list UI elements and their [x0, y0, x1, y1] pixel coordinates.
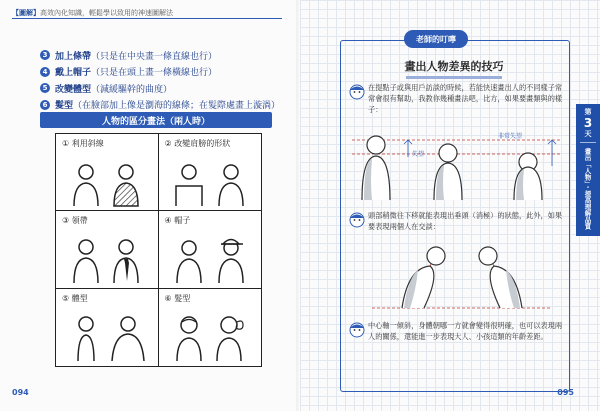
method-number-badge: 4 — [40, 67, 50, 77]
conversation-illustration — [372, 238, 552, 310]
cell-caption: ⑥ 髮型 — [164, 293, 191, 303]
figure-grid — [55, 133, 262, 367]
shoulders-figure-illustration — [159, 134, 261, 211]
chapter-day-suffix: 天 — [584, 130, 592, 138]
figure-cell-body-shape — [56, 289, 159, 366]
chapter-side-tab — [576, 104, 600, 236]
chapter-day-number: 3 — [583, 116, 593, 130]
body-shape-figure-illustration — [56, 289, 158, 366]
page-number-left: 094 — [12, 388, 29, 397]
header-rule — [12, 18, 282, 19]
chapter-title-vertical: 畫出「人物」・提高理解品質 — [583, 148, 592, 230]
method-desc: （只是在頭上畫一條橫線也行） — [91, 68, 218, 78]
method-item-4 — [40, 65, 280, 79]
teacher-note-badge: 老師的叮嚀 — [404, 30, 468, 48]
cell-caption: ① 利用斜線 — [62, 139, 104, 148]
figure-cell-shoulders — [159, 134, 262, 211]
tip-paragraph-1: 在提點子或與用戶訪談的時候，若能快速畫出人的不同樣子常常會很有幫助，我教你幾種畫法吧，比方，如果要畫類與的樣子： — [368, 83, 563, 114]
fig1-label-right: 非常失望 — [498, 133, 523, 140]
side-tab-divider — [580, 142, 596, 143]
method-number-badge: 5 — [40, 83, 50, 93]
method-label: 戴上帽子 — [55, 68, 92, 78]
running-header — [12, 8, 173, 18]
tips-title-text: 畫出人物差異的技巧 — [404, 60, 504, 73]
figure-cell-hat — [159, 211, 262, 288]
method-label: 髮型 — [55, 101, 74, 111]
tips-title — [340, 58, 568, 79]
teacher-avatar-icon — [348, 320, 366, 338]
chapter-day — [576, 108, 600, 139]
figure-cell-hatching — [56, 134, 159, 211]
cell-caption: ③ 領帶 — [62, 216, 88, 226]
method-label: 加上條帶 — [55, 51, 92, 62]
cell-caption: ⑤ 體型 — [62, 293, 88, 303]
hat-figure-illustration — [159, 211, 261, 288]
header-title: 高效內化知識，輕鬆學以致用的神速圖解法 — [40, 9, 173, 17]
method-desc: （只是在中央畫一條直線也行） — [91, 51, 218, 62]
page-number-right: 095 — [557, 388, 574, 397]
teacher-avatar-icon — [348, 210, 366, 228]
fig1-label-left: 失望 — [412, 151, 425, 158]
teacher-avatar-icon — [348, 82, 366, 100]
right-page — [300, 0, 600, 411]
figure-cell-hairstyle — [159, 289, 262, 366]
method-number-badge: 3 — [40, 50, 50, 60]
header-tag: 【圖解】 — [12, 9, 40, 17]
method-item-3 — [40, 48, 280, 62]
title-underline — [406, 76, 502, 79]
method-desc: （減緩驅幹的曲度） — [91, 84, 173, 95]
method-label: 改變體型 — [55, 84, 92, 95]
tip-paragraph-2: 頭部稍微往下移就能表現出垂頭（消極）的狀態，此外，如果要表現兩個人在交談： — [368, 211, 563, 231]
hairstyle-figure-illustration — [159, 289, 261, 366]
tip-paragraph-3: 中心軸一傾斜，身體朝哪一方就會變得很明確，也可以表現兩人的關係，還能進一步表現大人、小孩這類的年齡差距。 — [368, 321, 563, 341]
method-list — [40, 48, 280, 114]
method-desc: （在臉部加上像是瀏海的線條；在髮際處畫上漩渦） — [73, 101, 281, 111]
hatching-figure-illustration — [56, 134, 158, 211]
tie-figure-illustration — [56, 211, 158, 288]
method-item-5 — [40, 81, 280, 95]
chapter-day-prefix: 第 — [584, 108, 592, 116]
method-item-6 — [40, 98, 280, 112]
disappointment-illustration — [348, 130, 568, 202]
cell-caption: ④ 帽子 — [164, 216, 191, 226]
section-banner: 人物的區分畫法（兩人時） — [40, 112, 272, 128]
method-number-badge: 6 — [40, 100, 50, 110]
cell-caption: ② 改變肩膀的形狀 — [164, 139, 231, 148]
figure-cell-tie — [56, 211, 159, 288]
